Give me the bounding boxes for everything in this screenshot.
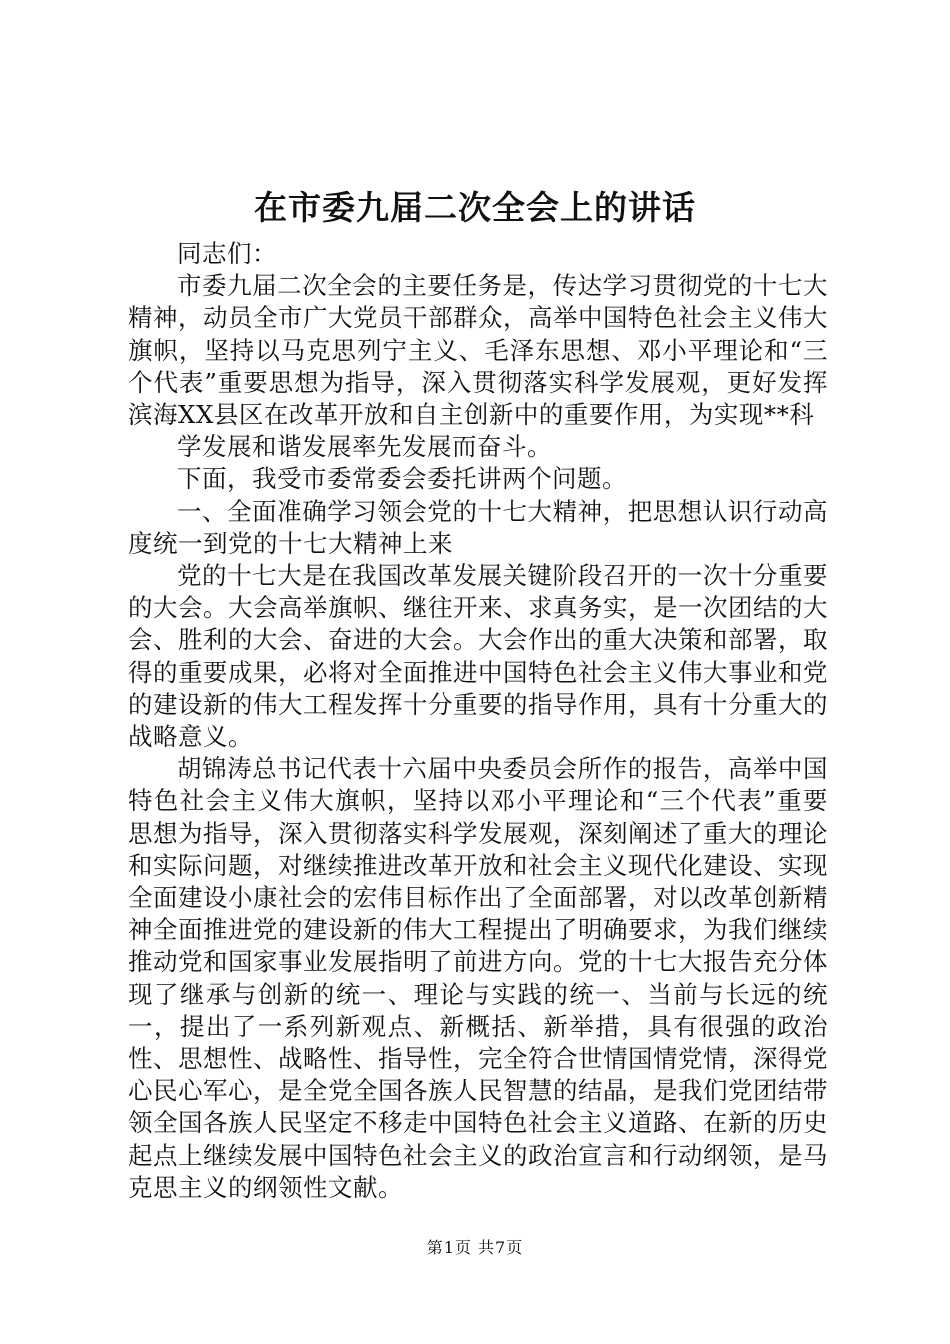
salutation-paragraph: 同志们： [177,239,277,268]
document-title: 在市委九届二次全会上的讲话 [254,188,696,227]
body-paragraph: 胡锦涛总书记代表十六届中央委员会所作的报告，高举中国特色社会主义伟大旗帜，坚持以邓小平理论和“三个代表”重要思想为指导，深入贯彻落实科学发展观，深刻阐述了重大的理论和实际问题，对继续推进改革开放和社会主义现代化建设、实现全面建设小康社会的宏伟目标作出了全面部署，对以改革创新精神全面推进党的建设新的伟大工程提出了明确要求，为我们继续推动党和国家事业发展指明了前进方向。党的十七大报告充分体现了继承与创新的统一、理论与实践的统一、当前与长远的统一，提出了一系列新观点、新概括、新举措，具有很强的政治性、思想性、战略性、指导性，完全符合世情国情党情，深得党心民心军心，是全党全国各族人民智慧的结晶，是我们党团结带领全国各族人民坚定不移走中国特色社会主义道路、在新的历史起点上继续发展中国特色社会主义的政治宣言和行动纲领，是马克思主义的纲领性文献。 [128,754,828,1202]
body-paragraph: 市委九届二次全会的主要任务是，传达学习贯彻党的十七大精神，动员全市广大党员干部群众，高举中国特色社会主义伟大旗帜，坚持以马克思列宁主义、毛泽东思想、邓小平理论和“三个代表”重要思想为指导，深入贯彻落实科学发展观，更好发挥滨海XX县区在改革开放和自主创新中的重要作用，为实现**科 [128,271,828,430]
page-number-footer: 第1页 共7页 [426,1238,524,1257]
section-heading: 一、全面准确学习领会党的十七大精神，把思想认识行动高度统一到党的十七大精神上来 [128,496,828,558]
body-paragraph: 学发展和谐发展率先发展而奋斗。 [177,432,552,462]
body-paragraph: 党的十七大是在我国改革发展关键阶段召开的一次十分重要的大会。大会高举旗帜、继往开来、求真务实，是一次团结的大会、胜利的大会、奋进的大会。大会作出的重大决策和部署，取得的重要成果，必将对全面推进中国特色社会主义伟大事业和党的建设新的伟大工程发挥十分重要的指导作用，具有十分重大的战略意义。 [128,561,828,752]
body-paragraph: 下面，我受市委常委会委托讲两个问题。 [177,464,627,494]
document-body [128,238,828,1204]
